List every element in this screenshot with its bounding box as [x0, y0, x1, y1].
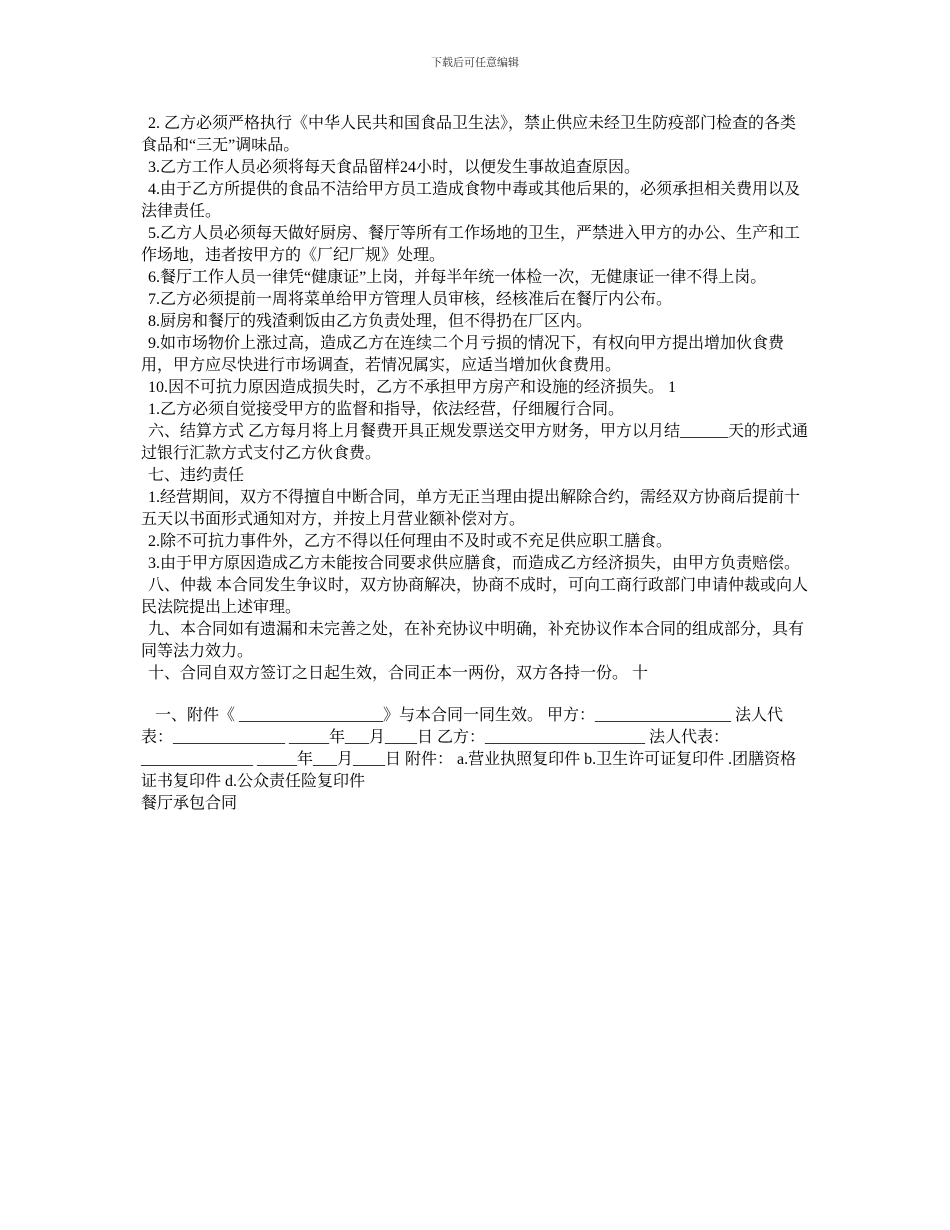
clause-8: 8.厨房和餐厅的残渣剩饭由乙方负责处理，但不得扔在厂区内。	[148, 313, 593, 330]
paragraph-gap	[141, 685, 809, 705]
section-arbitration: 八、仲裁 本合同发生争议时，双方协商解决，协商不成时，可向工商行政部门申请仲裁或向人民法院提出上述审理。	[141, 577, 809, 616]
breach-clause-2: 2.除不可抗力事件外，乙方不得以任何理由不及时或不充足供应职工膳食。	[148, 533, 673, 550]
clause-3: 3.乙方工作人员必须将每天食品留样24小时，以便发生事故追查原因。	[148, 159, 641, 176]
document-title-footer: 餐厅承包合同	[141, 795, 238, 812]
breach-clause-1: 1.经营期间，双方不得擅自中断合同，单方无正当理由提出解除合约，需经双方协商后提前十五天以书面形式通知对方，并按上月营业额补偿对方。	[141, 489, 801, 528]
contract-body	[141, 113, 809, 815]
section-breach-heading: 七、违约责任	[148, 467, 245, 484]
clause-11: 1.乙方必须自觉接受甲方的监督和指导，依法经营，仔细履行合同。	[148, 401, 625, 418]
page-header-note: 下载后可任意编辑	[431, 57, 519, 69]
section-effective: 十、合同自双方签订之日起生效，合同正本一两份，双方各持一份。 十	[148, 665, 649, 682]
clause-10: 10.因不可抗力原因造成损失时，乙方不承担甲方房产和设施的经济损失。 1	[148, 379, 677, 396]
breach-clause-3: 3.由于甲方原因造成乙方未能按合同要求供应膳食，而造成乙方经济损失，由甲方负责赔偿。	[148, 555, 801, 572]
clause-6: 6.餐厅工作人员一律凭“健康证”上岗，并每半年统一体检一次，无健康证一律不得上岗。	[148, 269, 767, 286]
clause-9: 9.如市场物价上涨过高，造成乙方在连续二个月亏损的情况下，有权向甲方提出增加伙食费用，甲方应尽快进行市场调查，若情况属实，应适当增加伙食费用。	[141, 335, 785, 374]
section-settlement: 六、结算方式 乙方每月将上月餐费开具正规发票送交甲方财务，甲方以月结______天的形式通过银行汇款方式支付乙方伙食费。	[141, 423, 809, 462]
clause-7: 7.乙方必须提前一周将菜单给甲方管理人员审核，经核准后在餐厅内公布。	[148, 291, 673, 308]
attachment-signature-block: 一、附件《 __________________》与本合同一同生效。 甲方：_________________ 法人代表：______________ _____年___月____日 乙方：____________________ 法人代表：______________ _____年___月____日 附件： a.营业执照复印件 b.卫生许可证复印件 .团膳资格证书复印件 d.公众责任险复印件	[141, 707, 797, 790]
clause-5: 5.乙方人员必须每天做好厨房、餐厅等所有工作场地的卫生，严禁进入甲方的办公、生产和工作场地，违者按甲方的《厂纪厂规》处理。	[141, 225, 801, 264]
clause-4: 4.由于乙方所提供的食品不洁给甲方员工造成食物中毒或其他后果的，必须承担相关费用以及法律责任。	[141, 181, 801, 220]
section-supplement: 九、本合同如有遗漏和未完善之处，在补充协议中明确，补充协议作本合同的组成部分，具有同等法力效力。	[141, 621, 805, 660]
clause-2: 2. 乙方必须严格执行《中华人民共和国食品卫生法》，禁止供应未经卫生防疫部门检查的各类食品和“三无”调味品。	[141, 115, 797, 154]
